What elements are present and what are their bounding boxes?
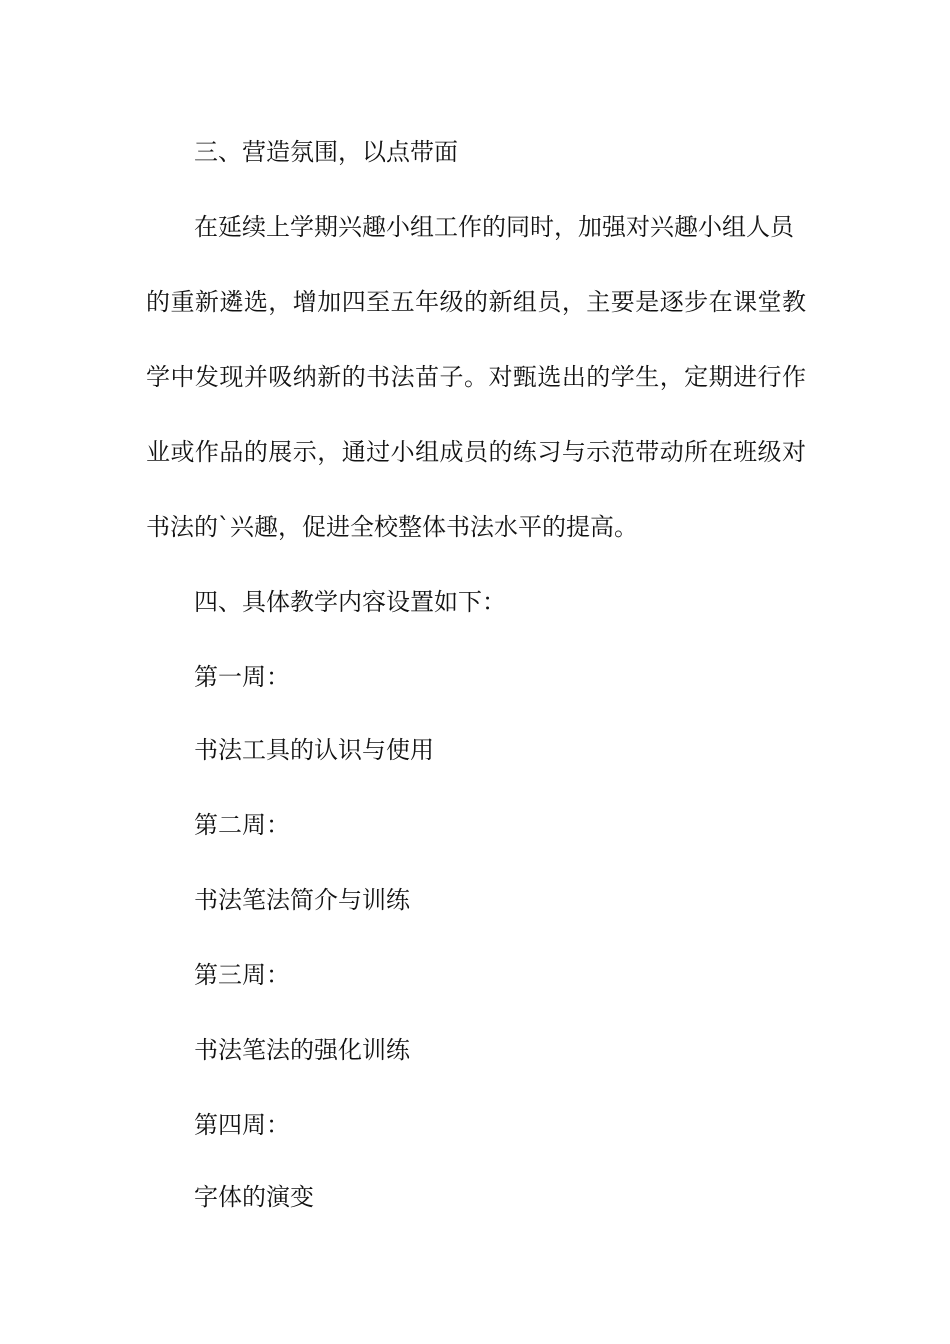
week-label-2: 第二周： — [194, 811, 290, 839]
week-label-1: 第一周： — [194, 663, 290, 691]
week-label-3: 第三周： — [194, 961, 290, 989]
paragraph-line: 学中发现并吸纳新的书法苗子。对甄选出的学生，定期进行作 — [146, 363, 806, 391]
paragraph-line: 书法的`兴趣，促进全校整体书法水平的提高。 — [146, 513, 638, 541]
section-heading-4: 四、具体教学内容设置如下： — [194, 588, 506, 616]
paragraph-line: 业或作品的展示，通过小组成员的练习与示范带动所在班级对 — [146, 438, 806, 466]
paragraph-line: 的重新遴选，增加四至五年级的新组员，主要是逐步在课堂教 — [146, 288, 806, 316]
week-label-4: 第四周： — [194, 1111, 290, 1139]
week-content-3: 书法笔法的强化训练 — [194, 1036, 410, 1064]
section-heading-3: 三、营造氛围，以点带面 — [194, 138, 458, 166]
paragraph-line: 在延续上学期兴趣小组工作的同时，加强对兴趣小组人员 — [194, 213, 794, 241]
week-content-1: 书法工具的认识与使用 — [194, 736, 434, 764]
week-content-4: 字体的演变 — [194, 1183, 314, 1211]
week-content-2: 书法笔法简介与训练 — [194, 886, 410, 914]
